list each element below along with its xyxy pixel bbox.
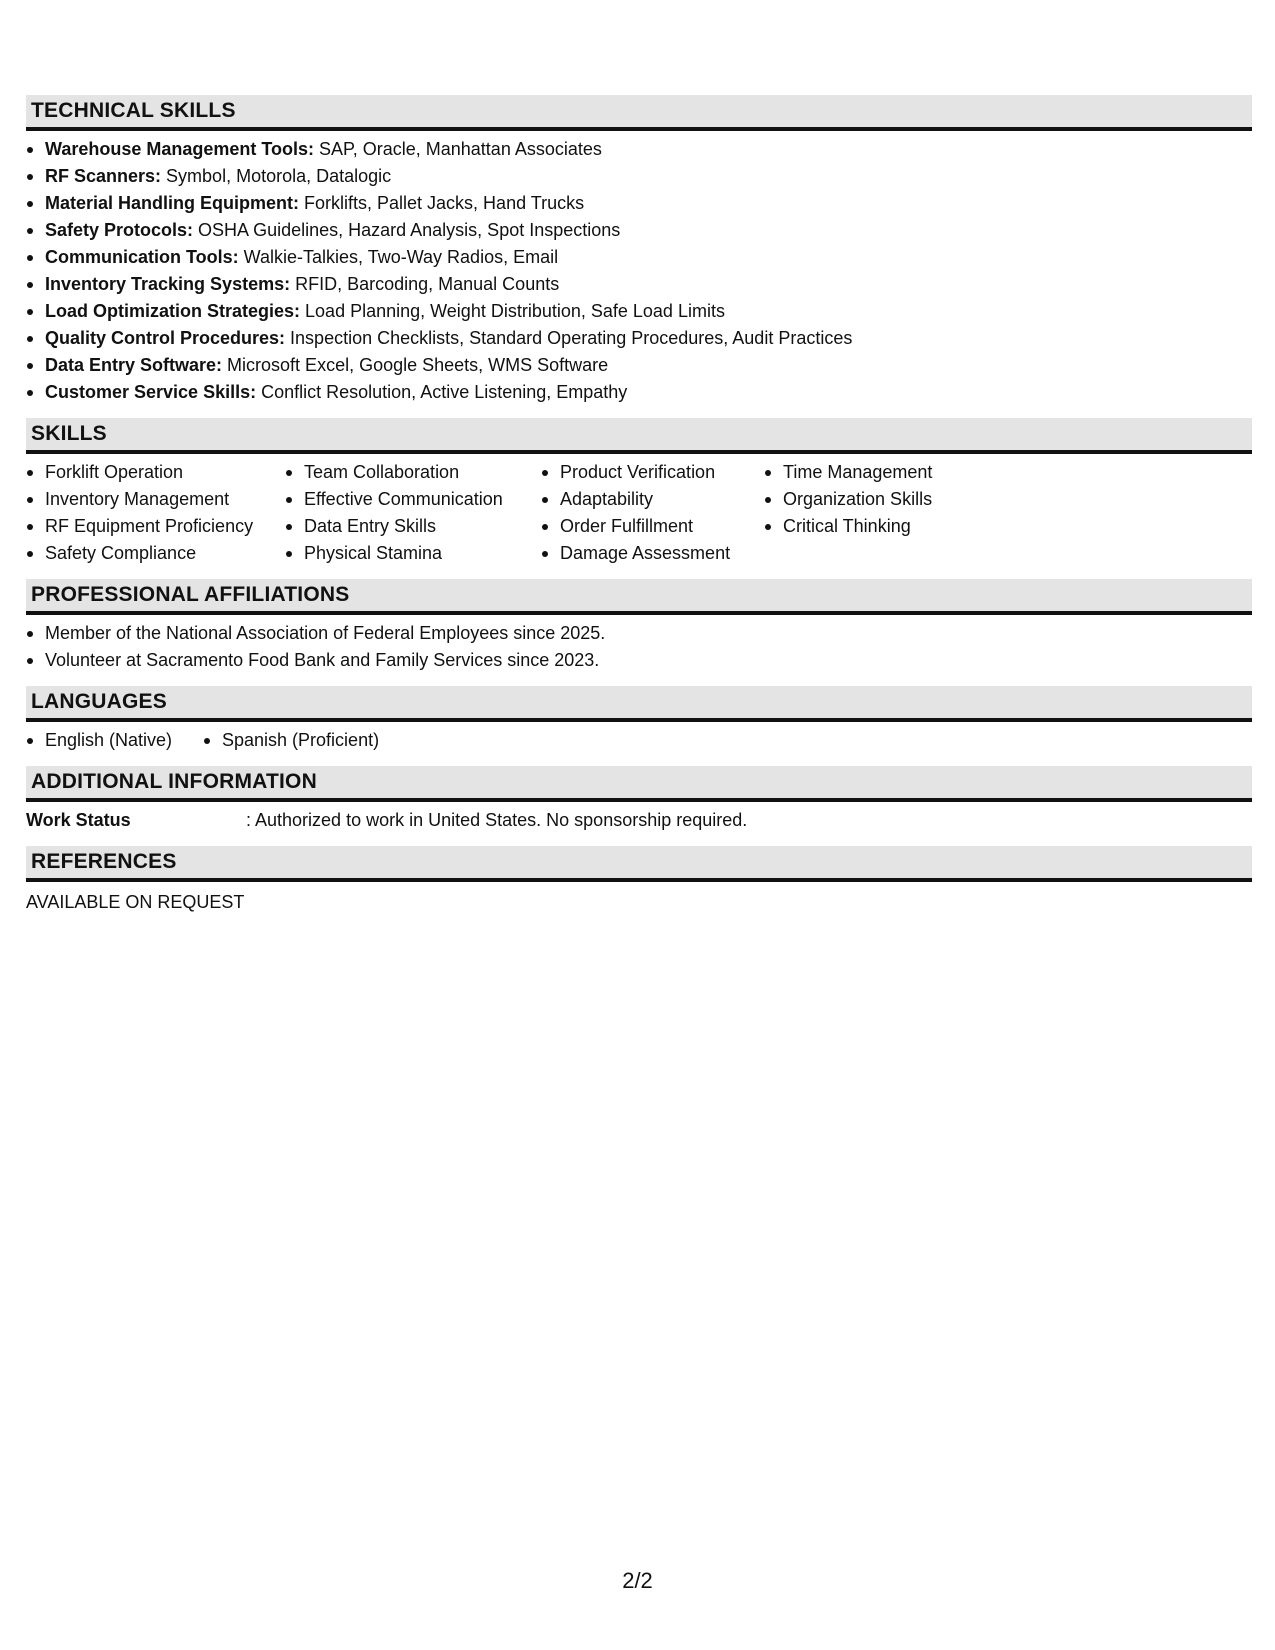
list-item: Member of the National Association of Federal Employees since 2025.	[26, 620, 1252, 647]
list-item: Damage Assessment	[541, 540, 764, 567]
section-title: SKILLS	[26, 418, 1252, 454]
skills-grid	[26, 459, 1252, 567]
list-item: Order Fulfillment	[541, 513, 764, 540]
section-title: REFERENCES	[26, 846, 1252, 882]
list-item: Data Entry Skills	[285, 513, 541, 540]
section-title: LANGUAGES	[26, 686, 1252, 722]
list-item	[26, 244, 1252, 271]
skills-column	[26, 459, 285, 567]
skills-section	[26, 418, 1252, 567]
list-item: Forklift Operation	[26, 459, 285, 486]
skill-category-value: Load Planning, Weight Distribution, Safe Load Limits	[300, 301, 725, 321]
list-item	[26, 271, 1252, 298]
technical-skills-list	[26, 136, 1252, 406]
list-item: Volunteer at Sacramento Food Bank and Family Services since 2023.	[26, 647, 1252, 674]
skill-category-value: SAP, Oracle, Manhattan Associates	[314, 139, 602, 159]
skill-category-label: Customer Service Skills:	[45, 382, 257, 402]
affiliations-section	[26, 579, 1252, 674]
list-item: Adaptability	[541, 486, 764, 513]
skill-category-value: Forklifts, Pallet Jacks, Hand Trucks	[299, 193, 585, 213]
skill-category-value: Walkie-Talkies, Two-Way Radios, Email	[238, 247, 559, 267]
skill-category-value: OSHA Guidelines, Hazard Analysis, Spot Inspections	[193, 220, 621, 240]
list-item: Organization Skills	[764, 486, 1004, 513]
skill-category-label: Warehouse Management Tools:	[45, 139, 315, 159]
work-status-value: : Authorized to work in United States. No sponsorship required.	[246, 810, 748, 830]
additional-info-section	[26, 766, 1252, 834]
resume-page	[26, 95, 1252, 928]
list-item: RF Equipment Proficiency	[26, 513, 285, 540]
list-item: English (Native)	[26, 727, 203, 754]
work-status-row	[26, 807, 1252, 834]
skills-column	[285, 459, 541, 567]
list-item: Product Verification	[541, 459, 764, 486]
list-item: Spanish (Proficient)	[203, 727, 379, 754]
languages-row	[26, 727, 1252, 754]
list-item: Physical Stamina	[285, 540, 541, 567]
languages-column	[203, 727, 379, 754]
technical-skills-section	[26, 95, 1252, 406]
list-item	[26, 298, 1252, 325]
page-number: 2/2	[622, 1568, 653, 1593]
list-item	[26, 379, 1252, 406]
list-item	[26, 352, 1252, 379]
skill-category-label: RF Scanners:	[45, 166, 162, 186]
skill-category-value: RFID, Barcoding, Manual Counts	[290, 274, 560, 294]
skill-category-label: Inventory Tracking Systems:	[45, 274, 291, 294]
languages-section	[26, 686, 1252, 754]
references-text: AVAILABLE ON REQUEST	[26, 892, 245, 912]
references-section	[26, 846, 1252, 916]
affiliations-list	[26, 620, 1252, 674]
section-title: TECHNICAL SKILLS	[26, 95, 1252, 131]
skill-category-value: Conflict Resolution, Active Listening, Empathy	[256, 382, 628, 402]
skill-category-label: Quality Control Procedures:	[45, 328, 286, 348]
skill-category-label: Material Handling Equipment:	[45, 193, 300, 213]
skills-column	[764, 459, 1004, 567]
list-item	[26, 217, 1252, 244]
skill-category-value: Inspection Checklists, Standard Operating Procedures, Audit Practices	[285, 328, 853, 348]
skill-category-label: Communication Tools:	[45, 247, 239, 267]
list-item: Critical Thinking	[764, 513, 1004, 540]
skill-category-label: Load Optimization Strategies:	[45, 301, 301, 321]
section-title: PROFESSIONAL AFFILIATIONS	[26, 579, 1252, 615]
list-item: Inventory Management	[26, 486, 285, 513]
list-item	[26, 325, 1252, 352]
list-item	[26, 136, 1252, 163]
list-item	[26, 190, 1252, 217]
list-item	[26, 163, 1252, 190]
list-item: Time Management	[764, 459, 1004, 486]
list-item: Safety Compliance	[26, 540, 285, 567]
skills-column	[541, 459, 764, 567]
skill-category-label: Data Entry Software:	[45, 355, 223, 375]
skill-category-value: Symbol, Motorola, Datalogic	[161, 166, 392, 186]
languages-column	[26, 727, 203, 754]
list-item: Effective Communication	[285, 486, 541, 513]
section-title: ADDITIONAL INFORMATION	[26, 766, 1252, 802]
work-status-label: Work Status	[26, 810, 131, 830]
skill-category-label: Safety Protocols:	[45, 220, 194, 240]
list-item: Team Collaboration	[285, 459, 541, 486]
skill-category-value: Microsoft Excel, Google Sheets, WMS Software	[222, 355, 609, 375]
